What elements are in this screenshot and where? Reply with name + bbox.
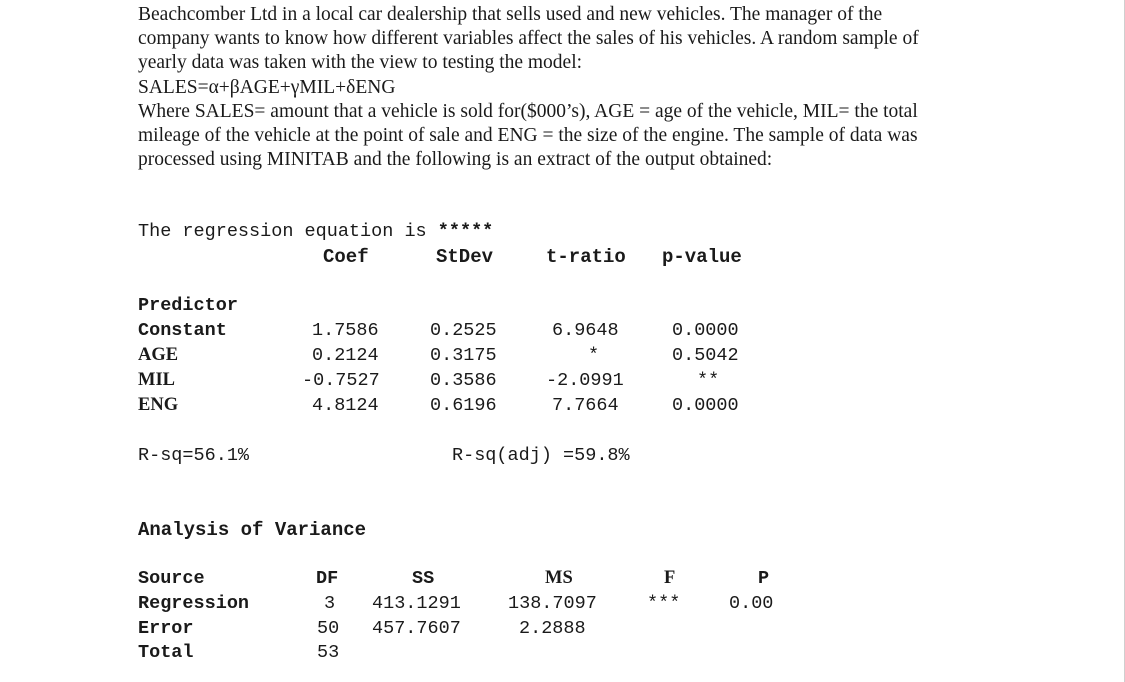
header-t-ratio: t-ratio xyxy=(546,246,626,268)
row-name-age: AGE xyxy=(138,345,179,365)
intro-line-1: Beachcomber Ltd in a local car dealership that sells used and new vehicles. The manager of the xyxy=(138,4,883,25)
row-name-constant: Constant xyxy=(138,320,227,341)
error-ms: 2.2888 xyxy=(519,618,586,639)
row-name-eng: ENG xyxy=(138,395,179,415)
mil-t: -2.0991 xyxy=(546,370,624,391)
header-coef: Coef xyxy=(323,246,369,268)
anova-title: Analysis of Variance xyxy=(138,519,367,541)
constant-p: 0.0000 xyxy=(672,320,739,341)
regression-stars: ***** xyxy=(437,221,494,242)
total-df: 53 xyxy=(317,642,340,663)
anova-header-p: P xyxy=(758,568,770,589)
regression-title xyxy=(138,221,493,242)
error-df: 50 xyxy=(317,618,340,639)
predictor-label: Predictor xyxy=(138,295,238,316)
header-stdev: StDev xyxy=(436,246,494,268)
eng-p: 0.0000 xyxy=(672,395,739,416)
regression-f: *** xyxy=(647,593,681,614)
regression-p: 0.00 xyxy=(729,593,774,614)
regression-ss: 413.1291 xyxy=(372,593,461,614)
intro-line-5: Where SALES= amount that a vehicle is sold for($000’s), AGE = age of the vehicle, MIL= the total xyxy=(138,100,918,122)
anova-header-source: Source xyxy=(138,568,205,589)
mil-coef: -0.7527 xyxy=(302,370,380,391)
r-squared: R-sq=56.1% xyxy=(138,445,250,466)
constant-coef: 1.7586 xyxy=(312,320,379,341)
intro-line-6: mileage of the vehicle at the point of sale and ENG = the size of the engine. The sample of data was xyxy=(138,125,918,147)
mil-stdev: 0.3586 xyxy=(430,370,497,391)
anova-header-ms: MS xyxy=(545,568,573,588)
eng-coef: 4.8124 xyxy=(312,395,379,416)
eng-stdev: 0.6196 xyxy=(430,395,497,416)
anova-header-df: DF xyxy=(316,568,339,589)
age-p: 0.5042 xyxy=(672,345,739,366)
model-equation: SALES=α+βAGE+γMIL+δENG xyxy=(138,76,396,98)
eng-t: 7.7664 xyxy=(552,395,619,416)
row-name-mil: MIL xyxy=(138,370,175,390)
age-stdev: 0.3175 xyxy=(430,345,497,366)
anova-source-regression: Regression xyxy=(138,593,250,614)
intro-line-7: processed using MINITAB and the following is an extract of the output obtained: xyxy=(138,149,773,171)
regression-ms: 138.7097 xyxy=(508,593,597,614)
anova-source-total: Total xyxy=(138,642,194,663)
intro-line-2: company wants to know how different variables affect the sales of his vehicles. A random sample of xyxy=(138,28,919,50)
age-t: * xyxy=(588,345,600,366)
anova-source-error: Error xyxy=(138,618,194,639)
error-ss: 457.7607 xyxy=(372,618,461,639)
r-squared-adjusted: R-sq(adj) =59.8% xyxy=(452,445,630,466)
constant-t: 6.9648 xyxy=(552,320,619,341)
regression-df: 3 xyxy=(324,593,336,614)
constant-stdev: 0.2525 xyxy=(430,320,497,341)
regression-title-text: The regression equation is xyxy=(138,221,427,242)
header-p-value: p-value xyxy=(662,246,742,268)
problem-statement xyxy=(138,3,998,172)
age-coef: 0.2124 xyxy=(312,345,379,366)
anova-header-f: F xyxy=(664,568,676,588)
intro-line-3: yearly data was taken with the view to testing the model: xyxy=(138,52,583,74)
anova-header-ss: SS xyxy=(412,568,435,589)
mil-p: ** xyxy=(697,370,720,391)
